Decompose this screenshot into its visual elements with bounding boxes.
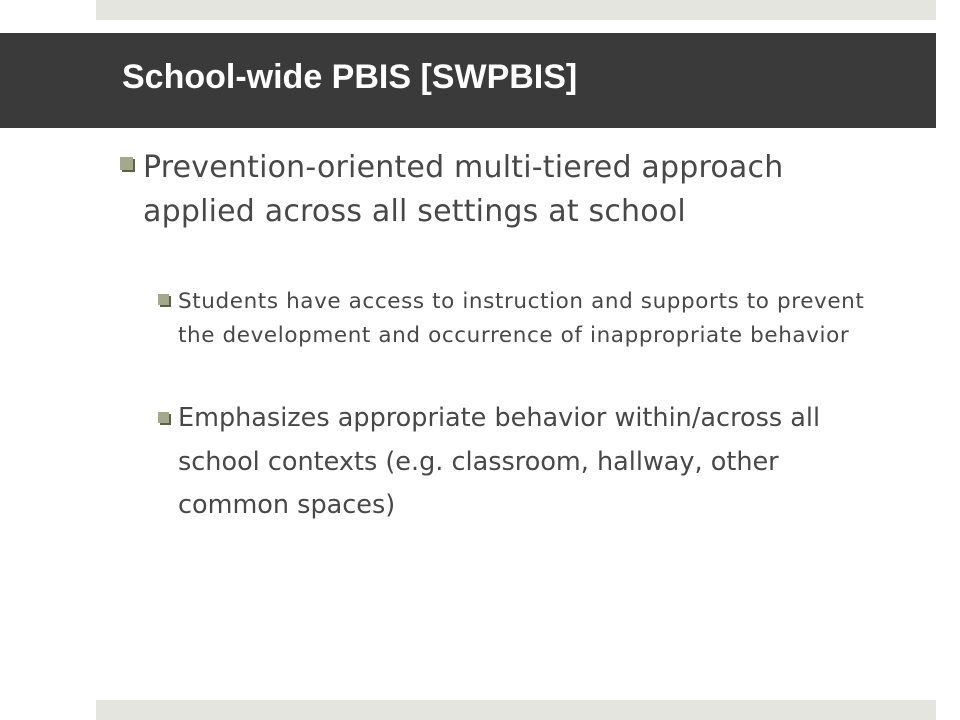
square-bullet-icon xyxy=(158,294,169,305)
bottom-decorative-band xyxy=(96,700,936,720)
square-bullet-icon xyxy=(120,157,133,170)
slide-title: School-wide PBIS [SWPBIS] xyxy=(122,58,578,96)
bullet-text: Prevention-oriented multi-tiered approach applied across all settings at school xyxy=(143,150,784,229)
sub-bullet-text: Emphasizes appropriate behavior within/across all school contexts (e.g. classroom, hallway, other common spaces) xyxy=(178,403,821,520)
square-bullet-icon xyxy=(158,412,169,423)
sub-bullet-text: Students have access to instruction and supports to prevent the development and occurrence of inappropriate behavior xyxy=(178,289,865,348)
top-decorative-band xyxy=(96,0,936,20)
